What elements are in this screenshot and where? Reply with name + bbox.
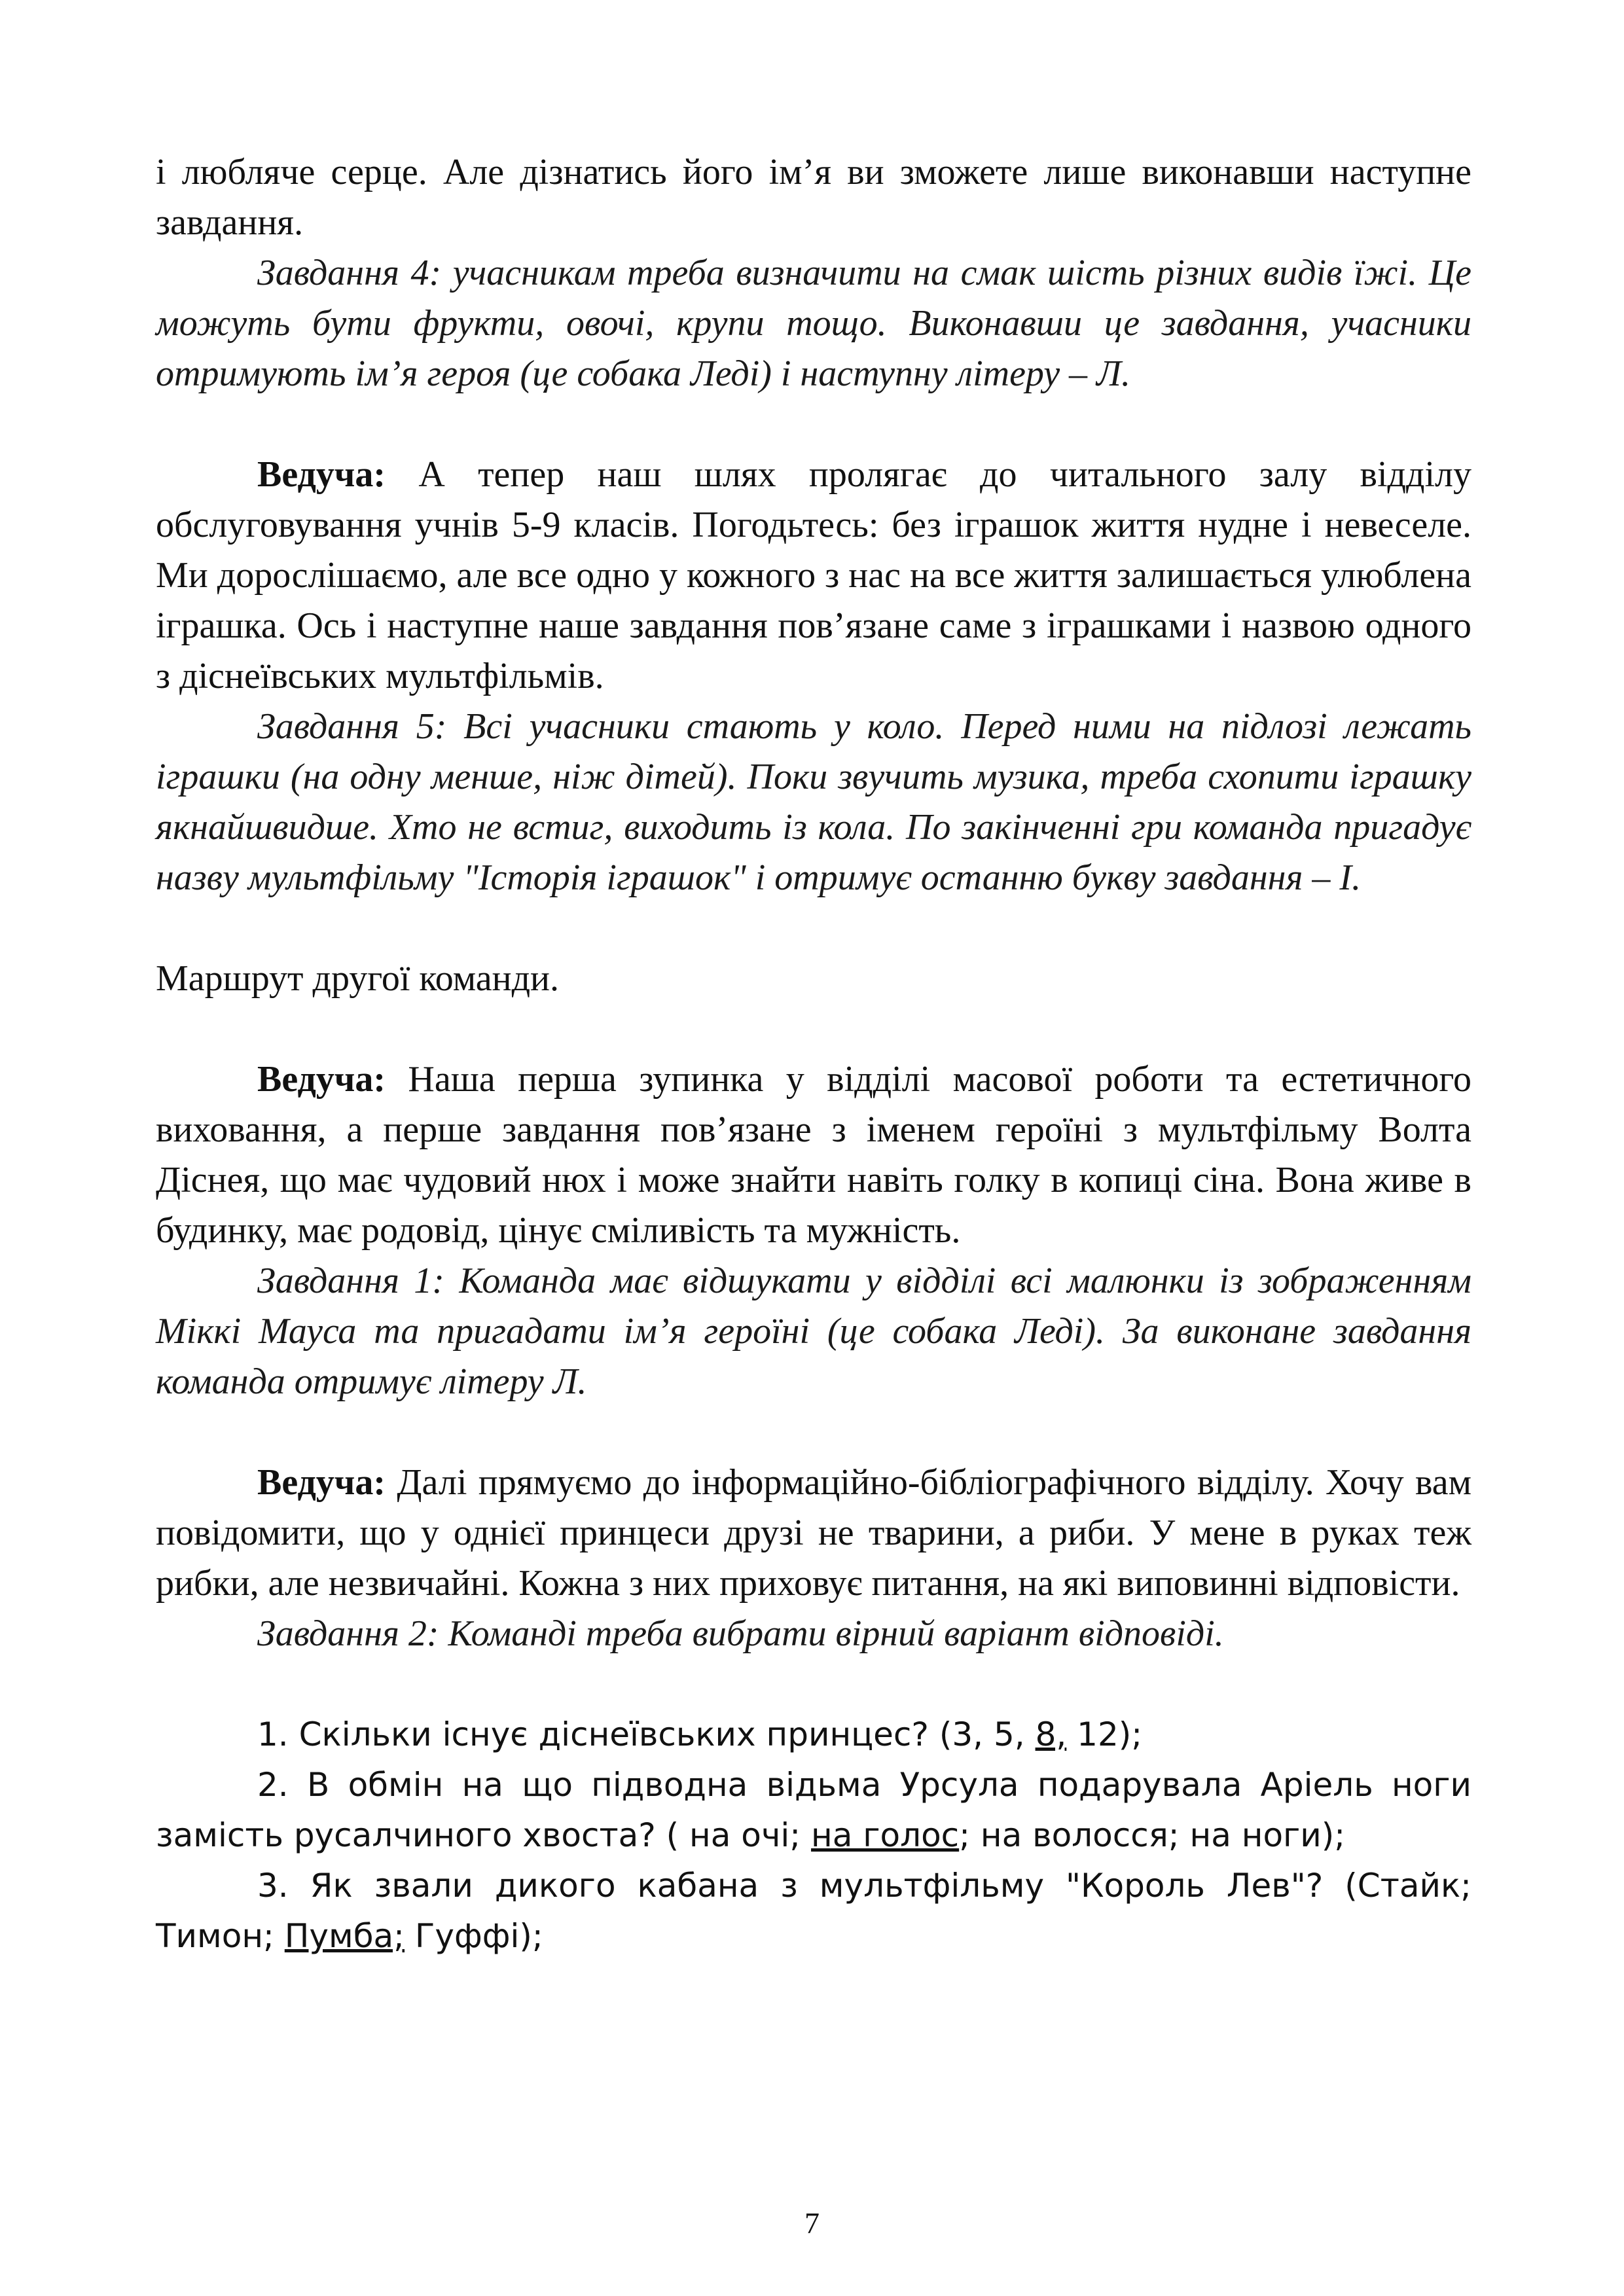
paragraph-text: Далі прямуємо до інформаційно-бібліографічного відділу. Хочу вам повідомити, що у однієї принцеси друзі не тварини, а риби. У мене в руках теж рибки, але незвичайні. Кожна з них приховує питання, на які виповинні відповісти. [156,1462,1471,1604]
task-1: Завдання 1: Команда має відшукати у відділі всі малюнки із зображенням Міккі Мауса та пригадати ім’я героїні (це собака Леді). За виконане завдання команда отримує літеру Л. [156,1261,1471,1402]
question-3 [156,1861,1471,1962]
paragraph-reading-room [156,450,1471,702]
question-text: Гуффі); [405,1917,543,1955]
spacer [156,1004,1471,1054]
task-2: Завдання 2: Команді треба вибрати вірний варіант відповіді. [257,1613,1224,1654]
correct-answer: 8, [1035,1715,1067,1753]
speaker-label: Ведуча: [257,1059,386,1100]
question-1 [156,1710,1471,1760]
document-body [156,147,1471,1962]
page-number: 7 [804,2206,820,2240]
question-text: 1. Скільки існує діснеївських принцес? (3, 5, [257,1715,1036,1753]
question-text: 12); [1066,1715,1143,1753]
question-2 [156,1760,1471,1861]
question-text: ; на волосся; на ноги); [959,1816,1346,1854]
task-5: Завдання 5: Всі учасники стають у коло. Перед ними на підлозі лежать іграшки (на одну менше, ніж дітей). Поки звучить музика, треба схопити іграшку якнайшвидше. Хто не встиг, виходить із кола. По закінченні гри команда пригадує назву мультфільму "Історія іграшок" і отримує останню букву завдання – І. [156,706,1471,898]
task-4: Завдання 4: учасникам треба визначити на смак шість різних видів їжі. Це можуть бути фрукти, овочі, крупи тощо. Виконавши це завдання, учасники отримують ім’я героя (це собака Леді) і наступну літеру – Л. [156,253,1471,394]
correct-answer: Пумба; [284,1917,405,1955]
paragraph-first-stop [156,1054,1471,1256]
spacer [156,903,1471,954]
correct-answer: на голос [811,1816,960,1854]
spacer [156,399,1471,450]
question-text: 3. Як звали дикого кабана з мультфільму "Король Лев"? (Стайк; Тимон; [156,1867,1471,1955]
route-heading: Маршрут другої команди. [156,958,560,999]
speaker-label: Ведуча: [257,454,386,495]
paragraph-bibliography [156,1458,1471,1609]
paragraph-text: Наша перша зупинка у відділі масової роботи та естетичного виховання, а перше завдання пов’язане з іменем героїні з мультфільму Волта Діснея, що має чудовий нюх і може знайти навіть голку в копиці сіна. Вона живе в будинку, має родовід, цінує сміливість та мужність. [156,1059,1471,1251]
spacer [156,1659,1471,1710]
paragraph-text: А тепер наш шлях пролягає до читального залу відділу обслуговування учнів 5-9 класів. Погодьтесь: без іграшок життя нудне і невеселе. Ми дорослішаємо, але все одно у кожного з нас на все життя залишається улюблена іграшка. Ось і наступне наше завдання пов’язане саме з іграшками і назвою одного з діснеївських мультфільмів. [156,454,1471,696]
speaker-label: Ведуча: [257,1462,386,1503]
spacer [156,1407,1471,1458]
paragraph-continuation: і любляче серце. Але дізнатись його ім’я ви зможете лише виконавши наступне завдання. [156,152,1471,243]
question-text: 2. В обмін на що підводна відьма Урсула подарувала Аріель ноги замість русалчиного хвоста? ( на очі; [156,1766,1471,1854]
